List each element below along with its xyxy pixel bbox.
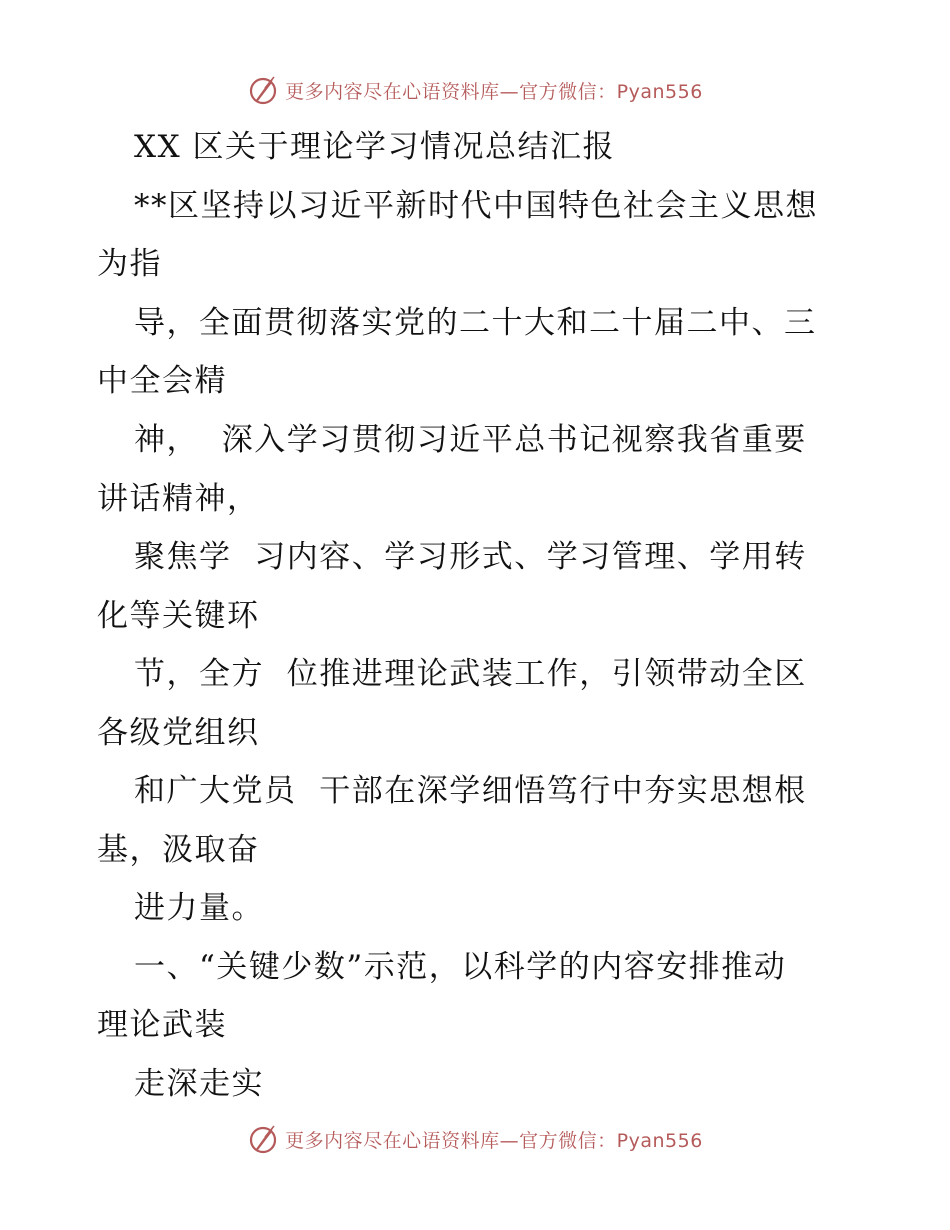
paragraph-line: 各级党组织 xyxy=(97,715,260,751)
header-watermark xyxy=(0,70,950,110)
section-heading: 理论武装 xyxy=(97,1007,227,1043)
section-heading: 走深走实 xyxy=(134,1066,264,1102)
paragraph-line: 导，全面贯彻落实党的二十大和二十届二中、三 xyxy=(134,305,817,341)
quill-pen-seal-icon xyxy=(247,74,279,106)
watermark-text: 更多内容尽在心语资料库—官方微信：Pyan556 xyxy=(285,80,703,103)
paragraph-line: 聚焦学 习内容、学习形式、学习管理、学用转 xyxy=(134,539,807,575)
paragraph-line: 为指 xyxy=(97,246,162,282)
paragraph-line: 神， 深入学习贯彻习近平总书记视察我省重要 xyxy=(134,422,807,458)
section-heading: 一、“关键少数”示范，以科学的内容安排推动 xyxy=(134,949,787,985)
paragraph-line: 节，全方 位推进理论武装工作，引领带动全区 xyxy=(134,656,807,692)
watermark-text: 更多内容尽在心语资料库—官方微信：Pyan556 xyxy=(285,1129,703,1152)
paragraph-line: 讲话精神， xyxy=(97,481,260,517)
paragraph-line: **区坚持以习近平新时代中国特色社会主义思想 xyxy=(134,188,818,224)
paragraph-line: 和广大党员 干部在深学细悟笃行中夯实思想根 xyxy=(134,773,807,809)
paragraph-line: 进力量。 xyxy=(134,890,264,926)
document-title: XX 区关于理论学习情况总结汇报 xyxy=(134,129,615,165)
footer-watermark xyxy=(0,1119,950,1159)
quill-pen-seal-icon xyxy=(247,1123,279,1155)
paragraph-line: 中全会精 xyxy=(97,363,227,399)
paragraph-line: 基，汲取奋 xyxy=(97,832,260,868)
paragraph-line: 化等关键环 xyxy=(97,598,260,634)
